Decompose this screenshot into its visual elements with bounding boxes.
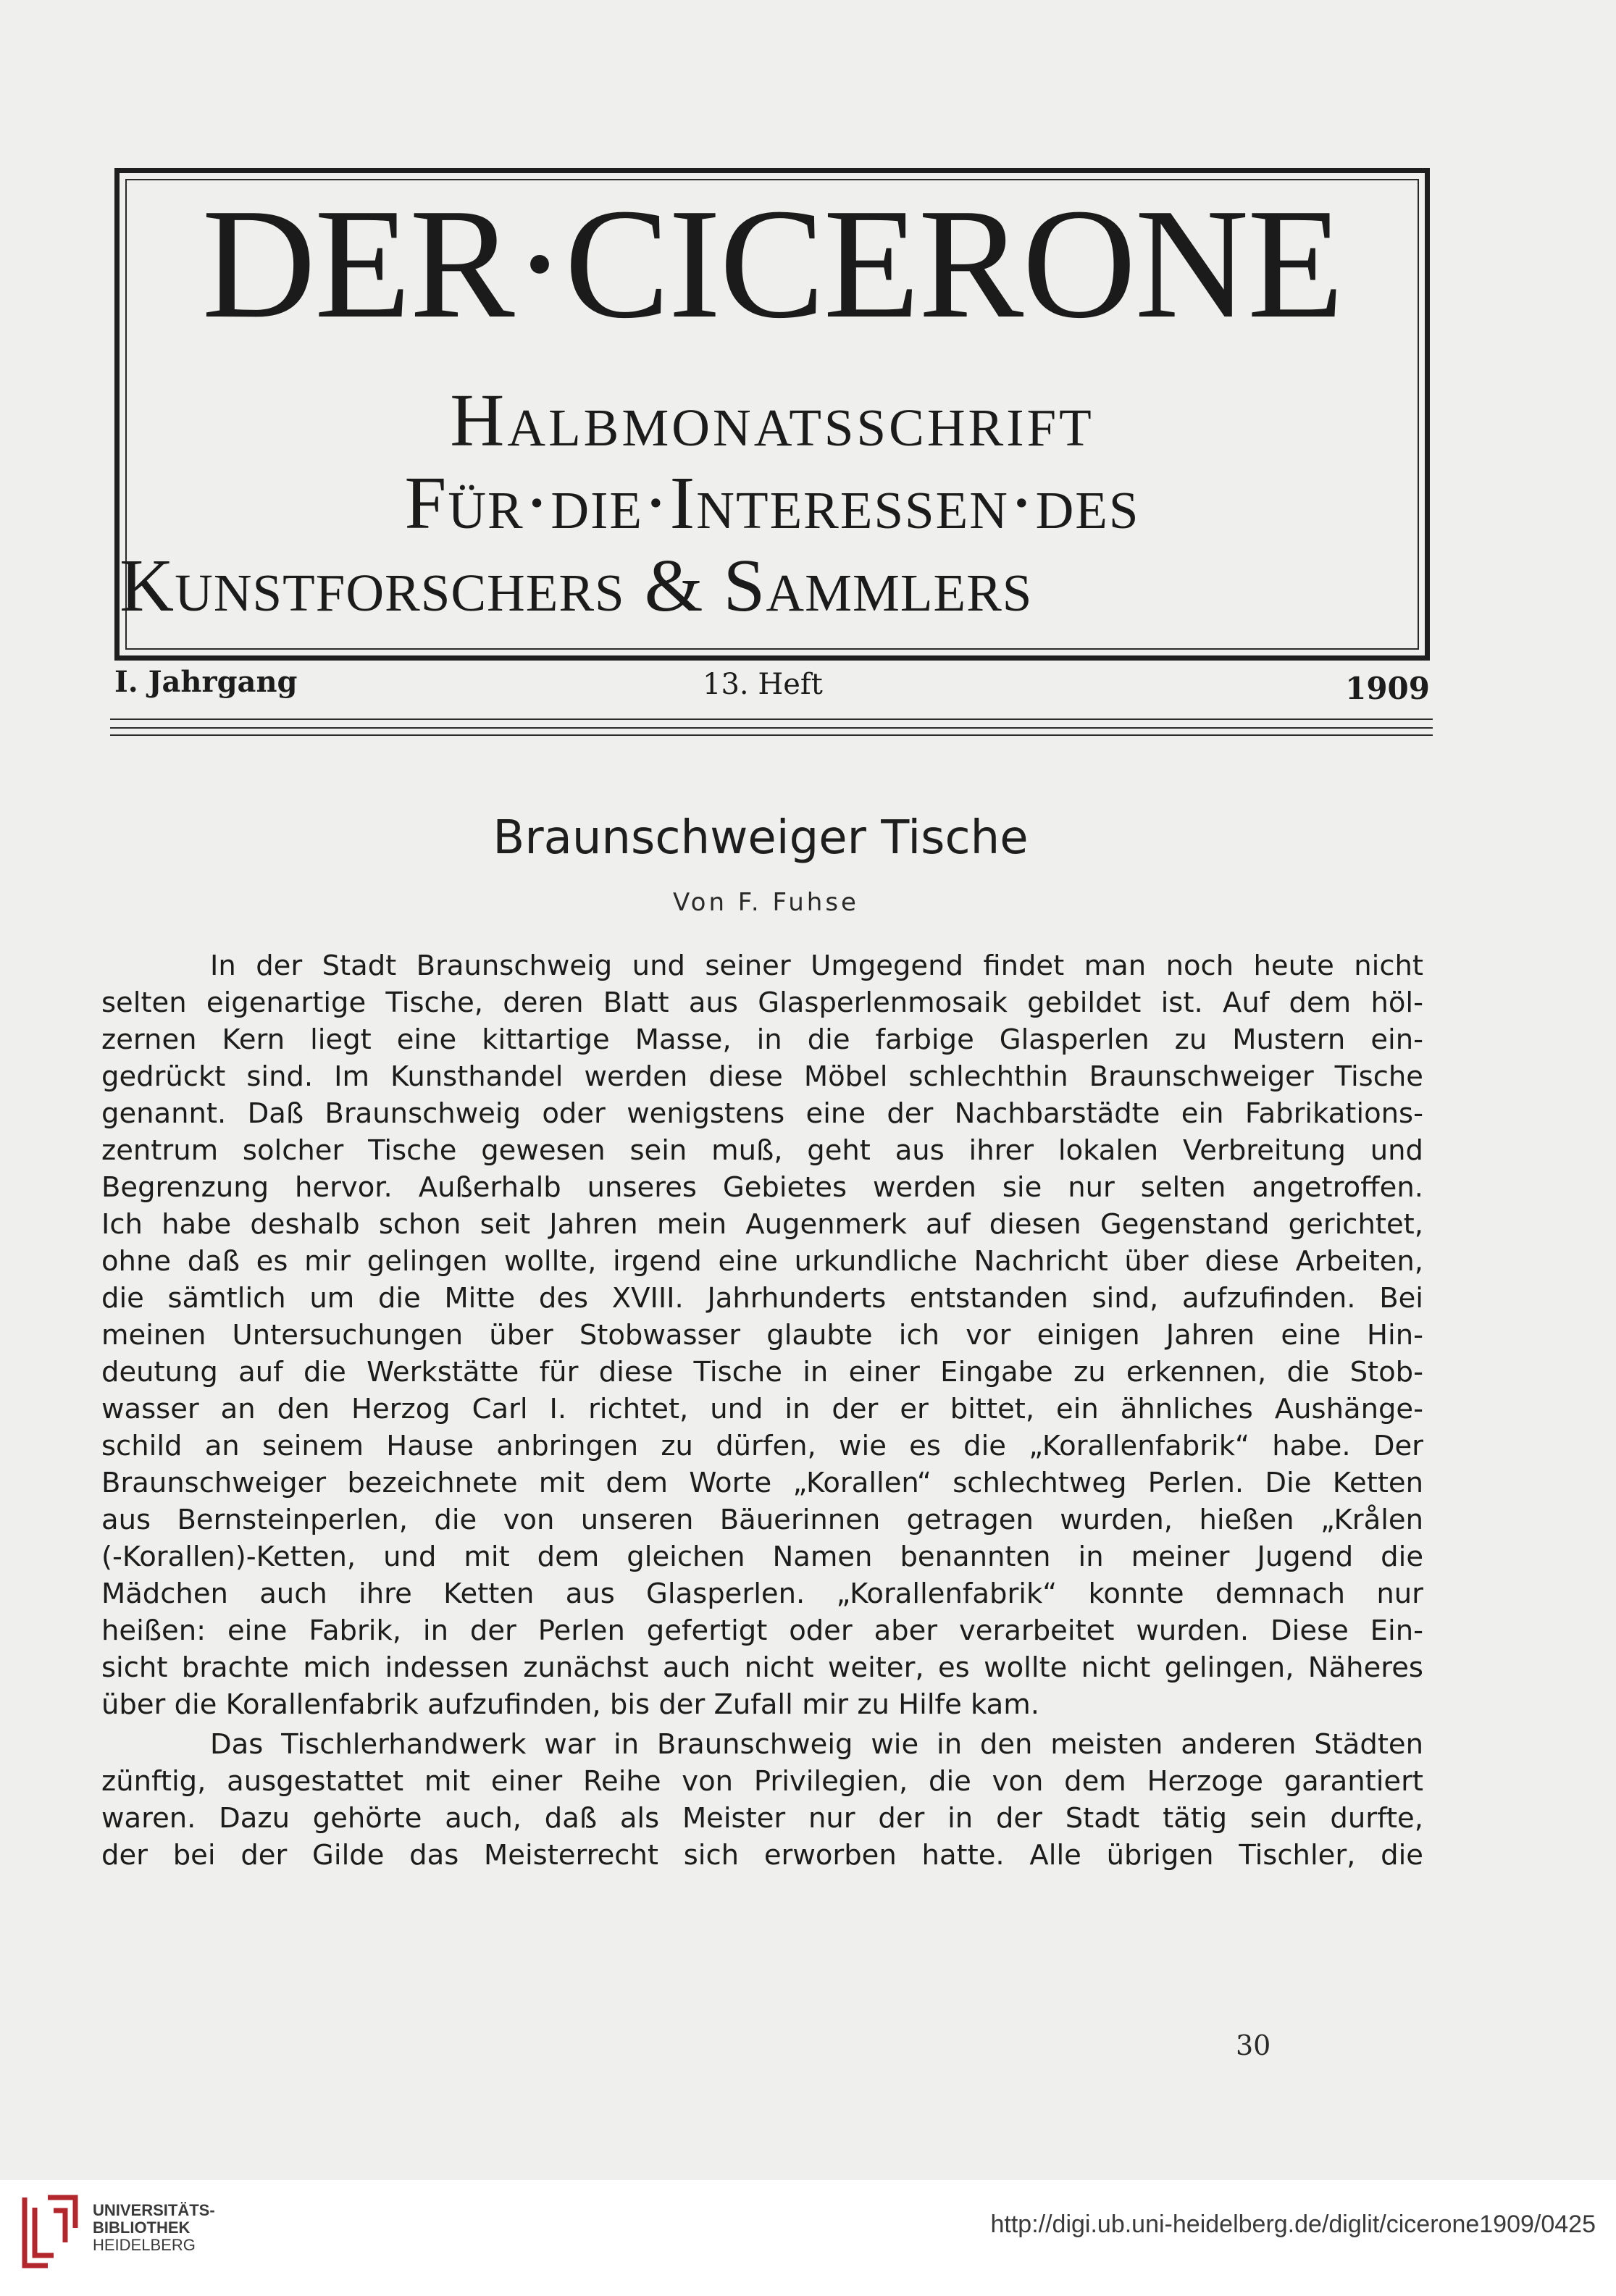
body-line: Das Tischlerhandwerk war in Braunschweig wie in den meisten anderen Städten xyxy=(210,1728,1423,1761)
body-line: Ich habe deshalb schon seit Jahren mein Augenmerk auf diesen Gegenstand gerichtet, xyxy=(101,1208,1423,1241)
body-line: zünftig, ausgestattet mit einer Reihe von Privilegien, die von dem Herzoge garantiert xyxy=(101,1765,1423,1798)
body-line: deutung auf die Werkstätte für diese Tische in einer Eingabe zu erkennen, die Stob- xyxy=(101,1356,1423,1388)
body-line: heißen: eine Fabrik, in der Perlen gefertigt oder aber verarbeitet wurden. Diese Ein- xyxy=(101,1614,1423,1647)
body-line: In der Stadt Braunschweig und seiner Umgegend findet man noch heute nicht xyxy=(210,950,1423,982)
body-line: waren. Dazu gehörte auch, daß als Meister nur der in der Stadt tätig sein durfte, xyxy=(101,1802,1423,1835)
body-line: schild an seinem Hause anbringen zu dürfen, wie es die „Korallenfabrik“ habe. Der xyxy=(101,1430,1423,1462)
body-line: (-Korallen)-Ketten, und mit dem gleichen Namen benannten in meiner Jugend die xyxy=(101,1541,1423,1573)
body-line: der bei der Gilde das Meisterrecht sich erworben hatte. Alle übrigen Tischler, die xyxy=(101,1839,1423,1872)
body-line: meinen Untersuchungen über Stobwasser glaubte ich vor einigen Jahren eine Hin- xyxy=(101,1319,1423,1352)
volume-label: I. Jahrgang xyxy=(114,665,298,699)
journal-subtitle-3: Kunstforschers & Sammlers xyxy=(120,544,1033,627)
library-name-line-1: UNIVERSITÄTS- xyxy=(93,2201,215,2219)
issue-line xyxy=(114,661,1430,704)
footer-bar xyxy=(0,2180,1616,2296)
body-line: die sämtlich um die Mitte des XVIII. Jahrhunderts entstanden sind, aufzufinden. Bei xyxy=(101,1282,1423,1315)
issue-year: 1909 xyxy=(1345,671,1430,706)
journal-title: DER·CICERONE xyxy=(201,177,1343,351)
article-author: Von F. Fuhse xyxy=(673,888,859,917)
article-title: Braunschweiger Tische xyxy=(493,811,1029,865)
masthead-box xyxy=(114,168,1430,661)
library-name-line-3: HEIDELBERG xyxy=(93,2236,196,2254)
body-line: selten eigenartige Tische, deren Blatt aus Glasperlenmosaik gebildet ist. Auf dem höl- xyxy=(101,986,1423,1019)
library-name-line-2: BIBLIOTHEK xyxy=(93,2219,191,2237)
journal-subtitle-2: Für·die·Interessen·des xyxy=(404,461,1140,545)
body-line: gedrückt sind. Im Kunsthandel werden diese Möbel schlechthin Braunschweiger Tische xyxy=(101,1060,1423,1093)
body-line: aus Bernsteinperlen, die von unseren Bäuerinnen getragen wurden, hießen „Krålen xyxy=(101,1504,1423,1536)
header-rule xyxy=(110,718,1433,720)
issue-number: 13. Heft xyxy=(703,668,823,701)
body-line: zentrum solcher Tische gewesen sein muß, geht aus ihrer lokalen Verbreitung und xyxy=(101,1134,1423,1167)
body-line: genannt. Daß Braunschweig oder wenigstens eine der Nachbarstädte ein Fabrikations- xyxy=(101,1097,1423,1130)
body-line: Mädchen auch ihre Ketten aus Glasperlen. „Korallenfabrik“ konnte demnach nur xyxy=(101,1578,1423,1610)
library-name xyxy=(93,2202,215,2254)
body-line: wasser an den Herzog Carl I. richtet, und in der er bittet, ein ähnliches Aushänge- xyxy=(101,1393,1423,1425)
header-rule xyxy=(110,727,1433,729)
permalink-url[interactable]: http://digi.ub.uni-heidelberg.de/diglit/cicerone1909/0425 xyxy=(990,2211,1596,2238)
body-line: ohne daß es mir gelingen wollte, irgend eine urkundliche Nachricht über diese Arbeiten, xyxy=(101,1245,1423,1278)
body-line: zernen Kern liegt eine kittartige Masse, in die farbige Glasperlen zu Mustern ein- xyxy=(101,1023,1423,1056)
body-line: Begrenzung hervor. Außerhalb unseres Gebietes werden sie nur selten angetroffen. xyxy=(101,1171,1423,1204)
body-line: sicht brachte mich indessen zunächst auch nicht weiter, es wollte nicht gelingen, Näheres xyxy=(101,1651,1423,1684)
journal-subtitle-1: Halbmonatsschrift xyxy=(450,379,1094,462)
body-line: über die Korallenfabrik aufzufinden, bis der Zufall mir zu Hilfe kam. xyxy=(101,1688,1039,1721)
article-body xyxy=(101,947,1423,1874)
header-rule xyxy=(110,734,1433,736)
university-library-logo-icon xyxy=(19,2192,81,2271)
body-line: Braunschweiger bezeichnete mit dem Worte „Korallen“ schlechtweg Perlen. Die Ketten xyxy=(101,1467,1423,1499)
page-number: 30 xyxy=(1236,2029,1271,2061)
